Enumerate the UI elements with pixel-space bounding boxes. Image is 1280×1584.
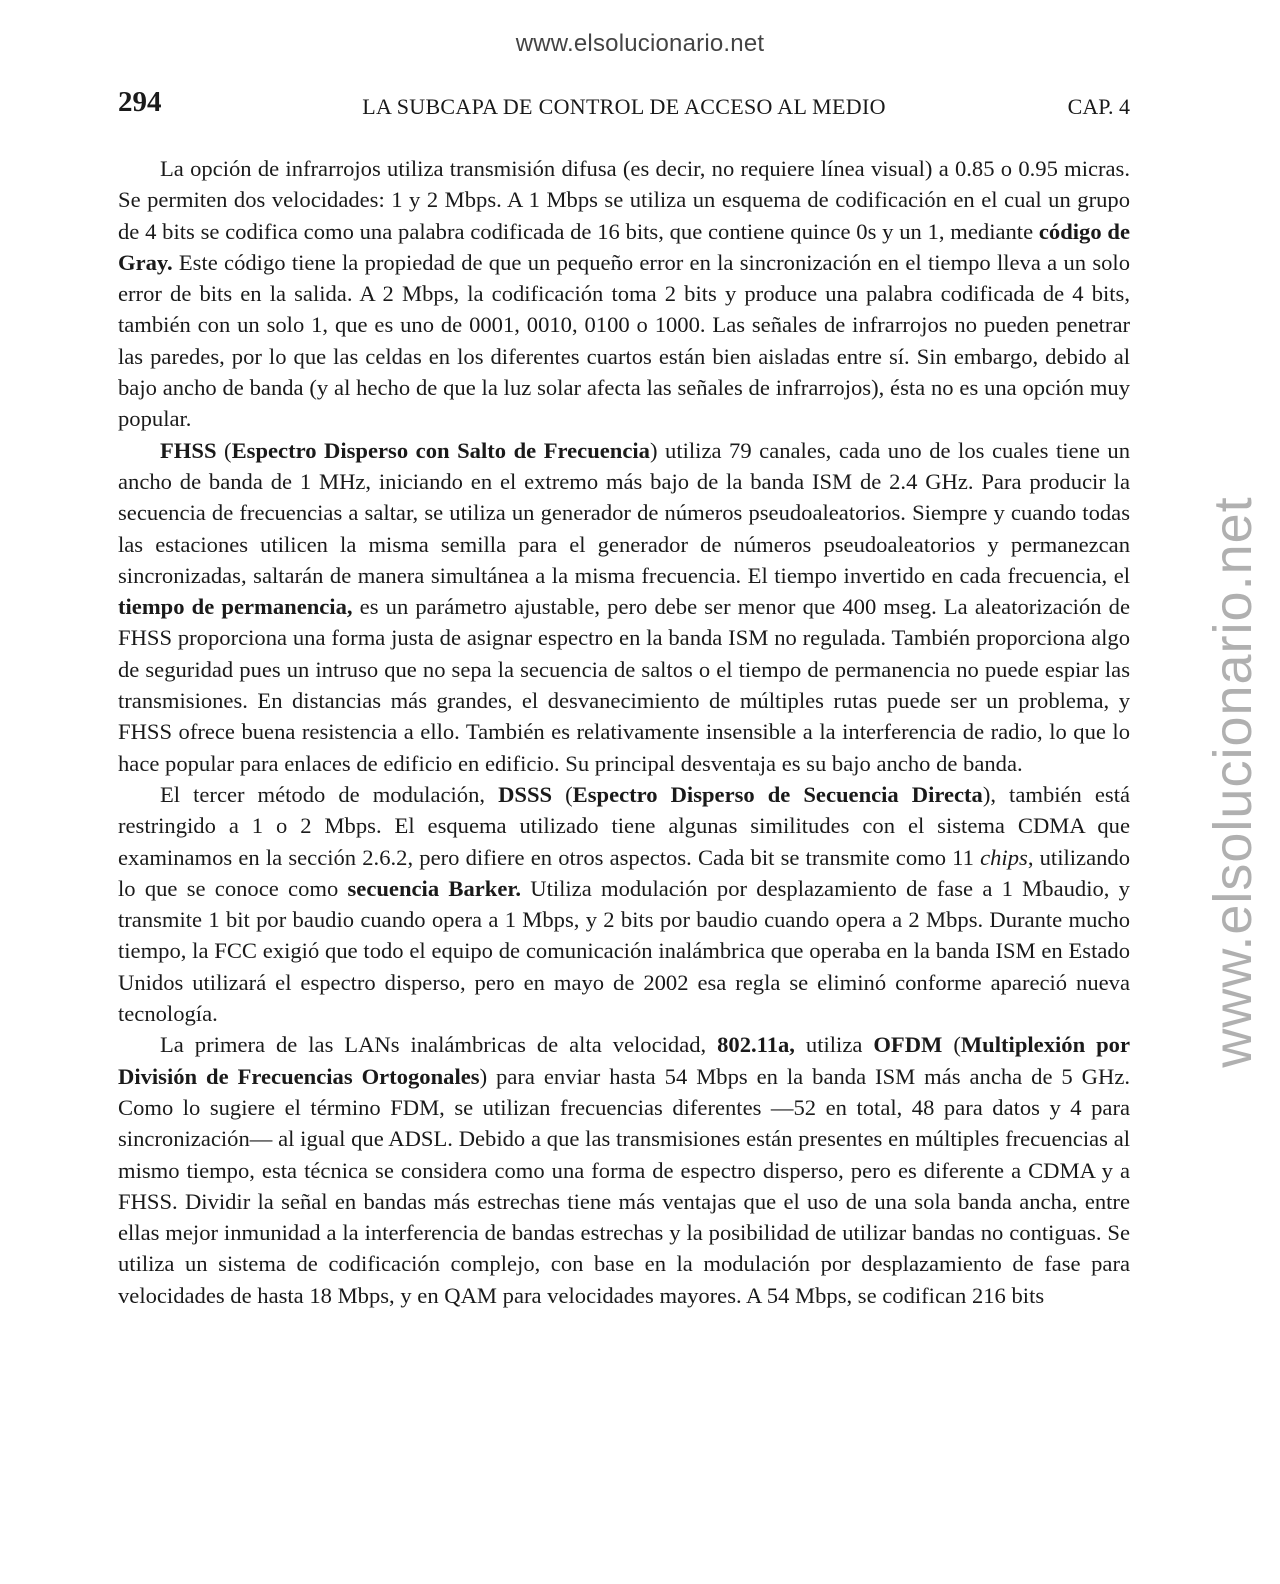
text-run: utiliza xyxy=(794,1032,874,1058)
term-80211a: 802.11a, xyxy=(717,1032,795,1058)
text-run: ), también está restringido a 1 o 2 Mbps. El esquema utilizado tiene algunas similitudes con el sistema CDMA que examinamos en la sección 2.6.2, pero difiere en otros aspectos. Cada bit se transmite como 11 xyxy=(118,781,1130,870)
text-run: La primera de las LANs inalámbricas de alta velocidad, xyxy=(160,1032,718,1058)
watermark-top: www.elsolucionario.net xyxy=(515,30,765,57)
term-dwell-time: tiempo de permanencia, xyxy=(118,594,353,620)
term-dsss-full: Espectro Disperso de Secuencia Directa xyxy=(572,781,983,807)
page-header xyxy=(118,86,1130,126)
chapter-label: CAP. 4 xyxy=(1067,94,1130,119)
paragraph-dsss xyxy=(118,779,1130,1029)
text-run: El tercer método de modulación, xyxy=(160,781,499,807)
running-title: LA SUBCAPA DE CONTROL DE ACCESO AL MEDIO xyxy=(362,94,886,119)
term-gray-code: código de Gray. xyxy=(118,218,1130,275)
page-number: 294 xyxy=(118,86,162,118)
text-run: ( xyxy=(942,1032,961,1058)
text-run: , utilizando lo que se conoce como xyxy=(118,844,1130,901)
text-run: ( xyxy=(552,781,573,807)
text-run: Utiliza modulación por desplazamiento de fase a 1 Mbaudio, y transmite 1 bit por baudio cuando opera a 1 Mbps, y 2 bits por baudio cuando opera a 2 Mbps. Durante mucho tiempo, la FCC exigió que todo el equipo de comunicación inalámbrica que operaba en la banda ISM en Estado Unidos utilizará el espectro disperso, pero en mayo de 2002 esa regla se eliminó conforme apareció nueva tecnología. xyxy=(118,875,1130,1027)
term-fhss: FHSS xyxy=(160,437,217,463)
term-fhss-full: Espectro Disperso con Salto de Frecuencia xyxy=(231,437,650,463)
text-run: es un parámetro ajustable, pero debe ser menor que 400 mseg. La aleatorización de FHSS proporciona una forma justa de asignar espectro en la banda ISM no regulada. También proporciona algo de seguridad pues un intruso que no sepa la secuencia de saltos o el tiempo de permanencia no puede espiar las transmisiones. En distancias más grandes, el desvanecimiento de múltiples rutas puede ser un problema, y FHSS ofrece buena resistencia a ello. También es relativamente insensible a la interferencia de radio, lo que lo hace popular para enlaces de edificio en edificio. Su principal desventaja es su bajo ancho de banda. xyxy=(118,594,1130,776)
body-text xyxy=(118,153,1130,1311)
term-dsss: DSSS xyxy=(498,781,553,807)
text-run: ) para enviar hasta 54 Mbps en la banda ISM más ancha de 5 GHz. Como lo sugiere el término FDM, se utilizan frecuencias diferentes —52 en total, 48 para datos y 4 para sincronización— al igual que ADSL. Debido a que las transmisiones están presentes en múltiples frecuencias al mismo tiempo, esta técnica se considera como una forma de espectro disperso, pero es diferente a CDMA y a FHSS. Dividir la señal en bandas más estrechas tiene más ventajas que el uso de una sola banda ancha, entre ellas mejor inmunidad a la interferencia de bandas estrechas y la posibilidad de utilizar bandas no contiguas. Se utiliza un sistema de codificación complejo, con base en la modulación por desplazamiento de fase para velocidades de hasta 18 Mbps, y en QAM para velocidades mayores. A 54 Mbps, se codifican 216 bits xyxy=(118,1063,1130,1308)
paragraph-infrared xyxy=(118,153,1130,435)
text-run: La opción de infrarrojos utiliza transmisión difusa (es decir, no requiere línea visual) a 0.85 o 0.95 micras. Se permiten dos velocidades: 1 y 2 Mbps. A 1 Mbps se utiliza un esquema de codificación en el cual un grupo de 4 bits se codifica como una palabra codificada de 16 bits, que contiene quince 0s y un 1, mediante xyxy=(118,156,1130,244)
term-chips: chips xyxy=(980,844,1028,870)
term-ofdm-full: Multiplexión por División de Frecuencias Ortogonales xyxy=(118,1032,1130,1089)
term-barker-sequence: secuencia Barker. xyxy=(347,875,521,901)
term-ofdm: OFDM xyxy=(873,1032,943,1058)
text-run: ) utiliza 79 canales, cada uno de los cuales tiene un ancho de banda de 1 MHz, iniciando en el extremo más bajo de la banda ISM de 2.4 GHz. Para producir la secuencia de frecuencias a saltar, se utiliza un generador de números pseudoaleatorios. Siempre y cuando todas las estaciones utilicen la misma semilla para el generador de números pseudoaleatorios y permanezcan sincronizadas, saltarán de manera simultánea a la misma frecuencia. El tiempo invertido en cada frecuencia, el xyxy=(118,437,1130,588)
paragraph-fhss xyxy=(118,435,1130,779)
paragraph-ofdm xyxy=(118,1029,1130,1311)
text-run: ( xyxy=(216,437,232,463)
watermark-side: www.elsolucionario.net xyxy=(1203,496,1263,1068)
text-run: Este código tiene la propiedad de que un pequeño error en la sincronización en el tiempo lleva a un solo error de bits en la salida. A 2 Mbps, la codificación toma 2 bits y produce una palabra codificada de 4 bits, también con un solo 1, que es uno de 0001, 0010, 0100 o 1000. Las señales de infrarrojos no pueden penetrar las paredes, por lo que las celdas en los diferentes cuartos están bien aisladas entre sí. Sin embargo, debido al bajo ancho de banda (y al hecho de que la luz solar afecta las señales de infrarrojos), ésta no es una opción muy popular. xyxy=(118,249,1130,432)
